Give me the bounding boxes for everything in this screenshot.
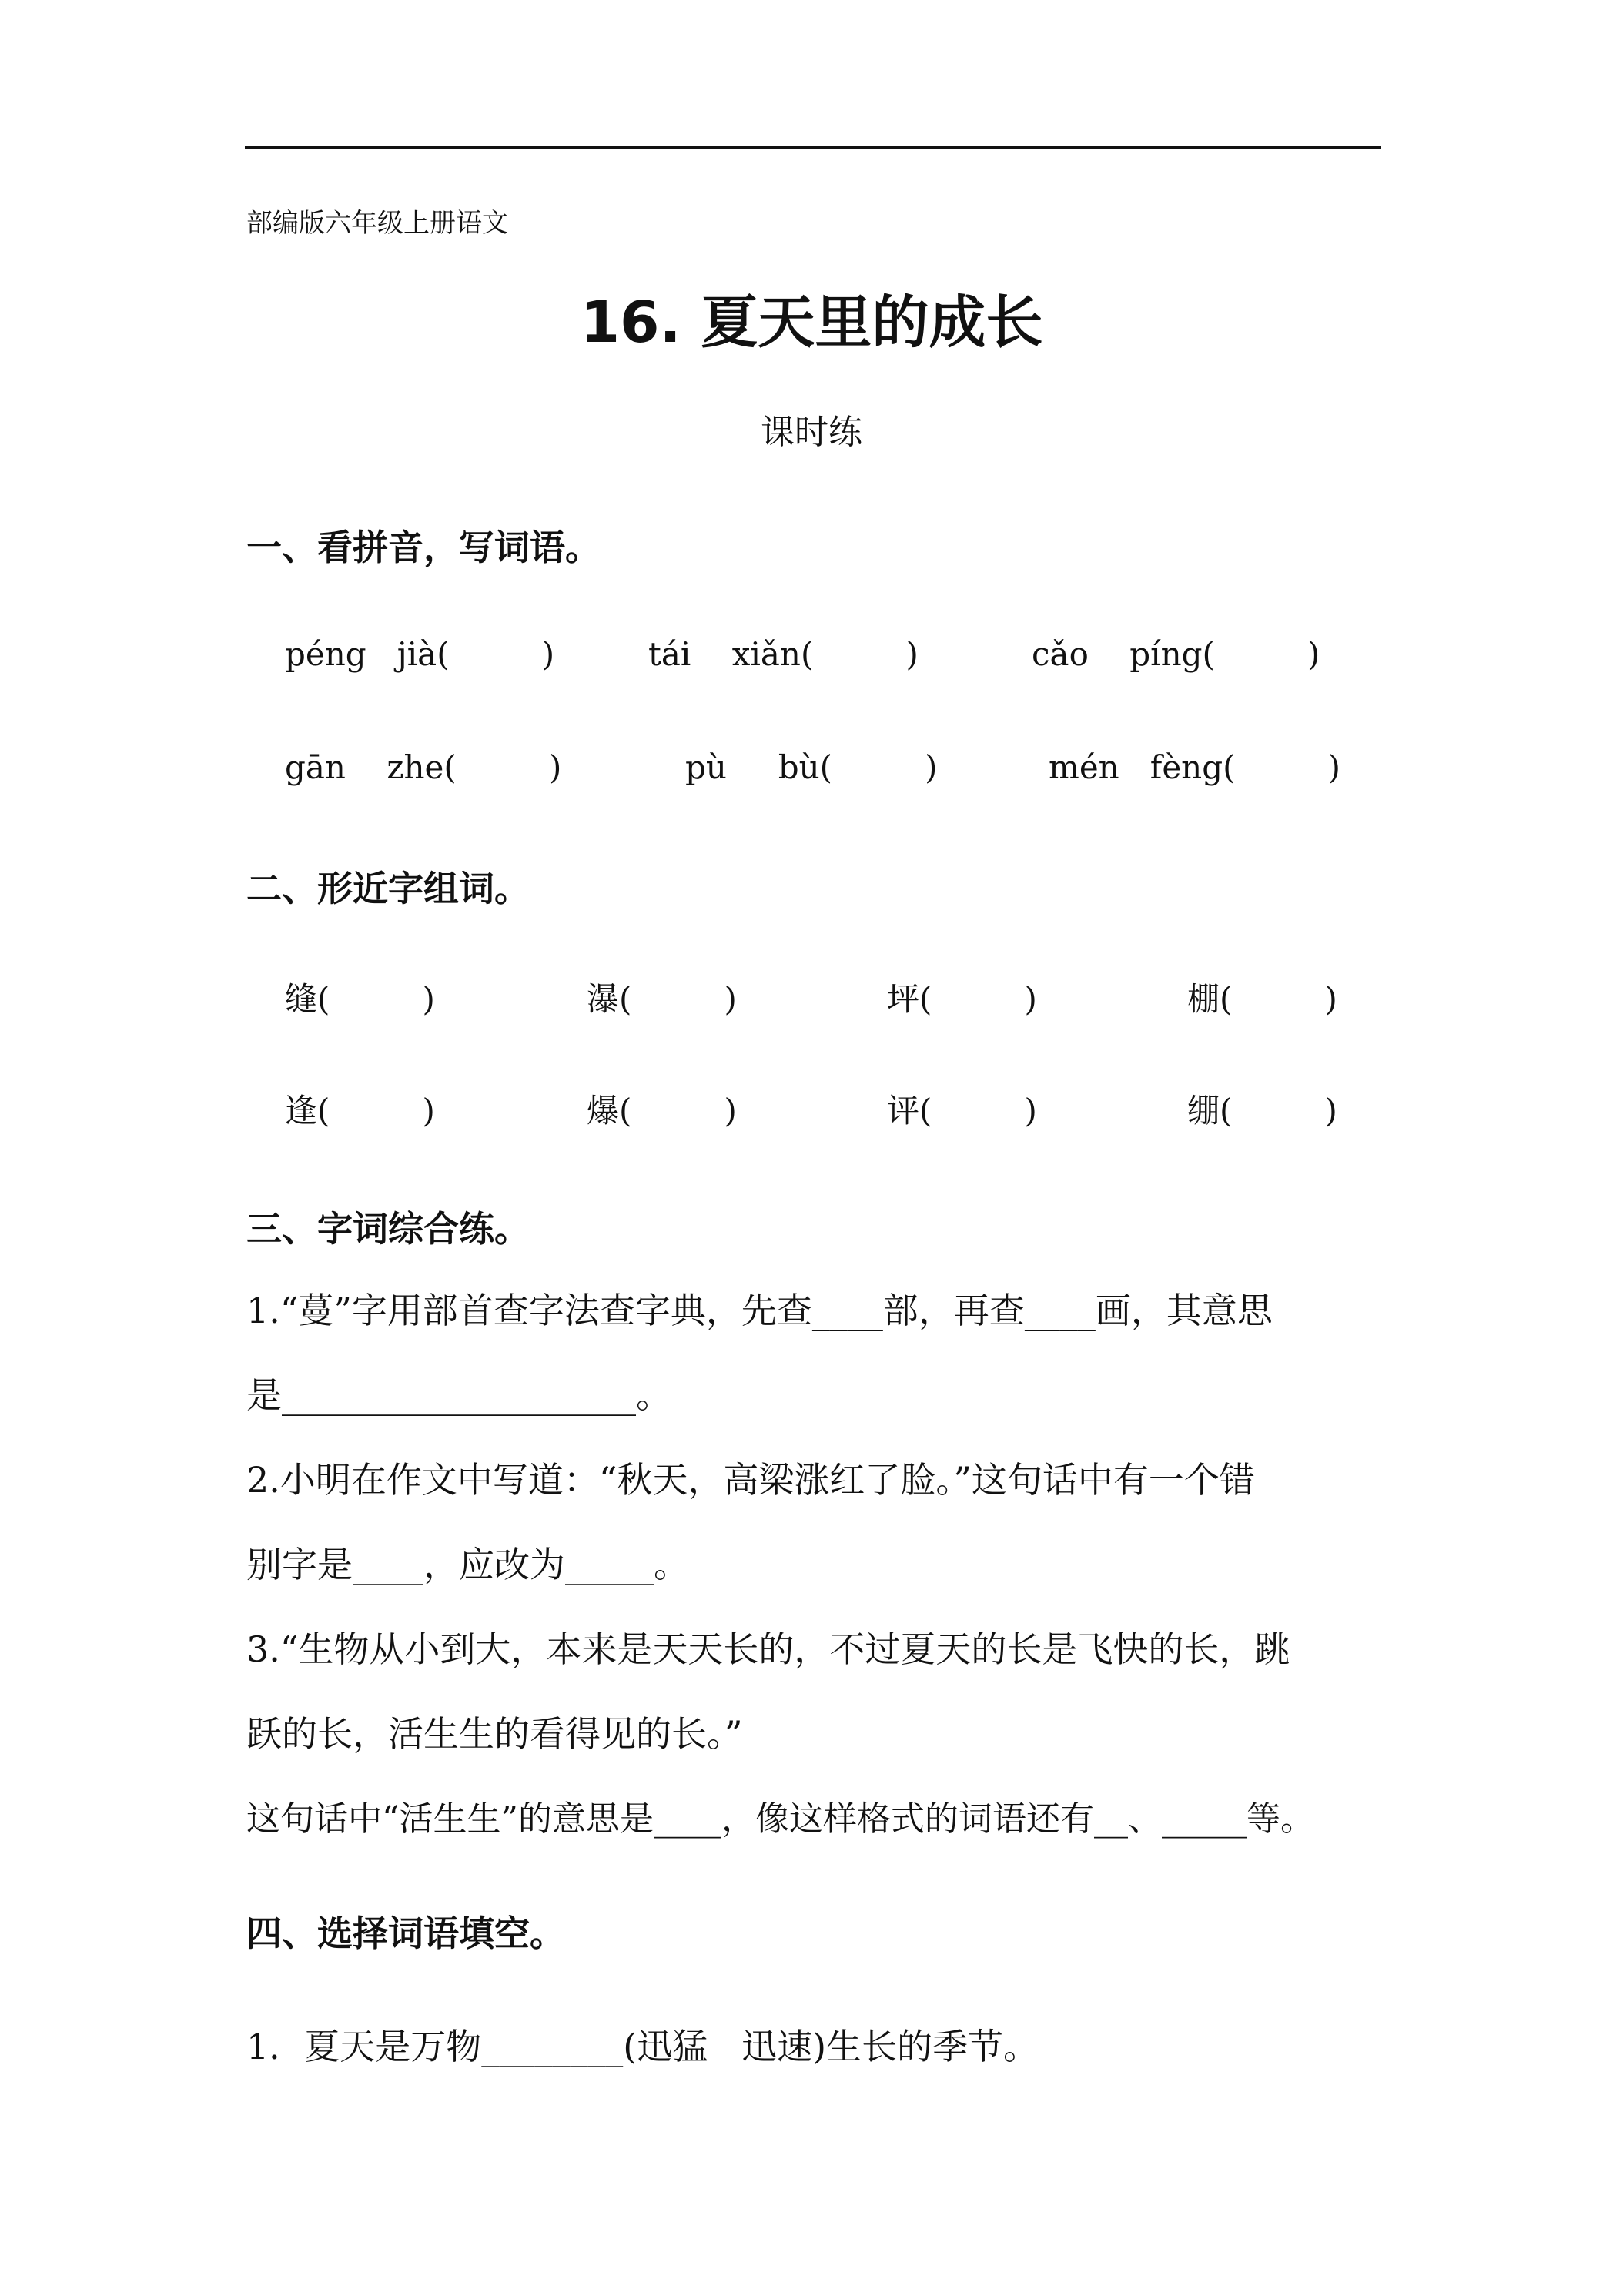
char-item: 棚( ): [1187, 980, 1337, 1018]
question-line: 1.“蔓”字用部首查字法查字典，先查____部，再查____画，其意思: [246, 1290, 1273, 1331]
doc-header: 部编版六年级上册语文: [246, 208, 508, 239]
char-item: 绷( ): [1187, 1092, 1337, 1130]
page-subtitle: 课时练: [761, 413, 862, 452]
pinyin-item: tái xiǎn( ): [648, 635, 919, 673]
pinyin-item: cǎo píng( ): [1032, 635, 1320, 673]
char-item: 评( ): [887, 1092, 1037, 1130]
question-line: 3.“生物从小到大，本来是天天长的，不过夏天的长是飞快的长，跳: [246, 1628, 1290, 1670]
page-title: 16. 夏天里的成长: [580, 290, 1043, 356]
pinyin-item: mén fèng( ): [1049, 748, 1341, 786]
top-rule: [245, 146, 1381, 149]
question-line: 1．夏天是万物________(迅猛 迅速)生长的季节。: [246, 2026, 1039, 2067]
pinyin-item: pù bù( ): [685, 748, 938, 786]
pinyin-item: péng jià( ): [285, 635, 555, 673]
char-item: 逢( ): [285, 1092, 435, 1130]
char-item: 爆( ): [587, 1092, 737, 1130]
question-line: 这句话中“活生生”的意思是____，像这样格式的词语还有__、_____等。: [246, 1799, 1314, 1839]
pinyin-item: gān zhe( ): [285, 748, 562, 786]
question-line: 是____________________。: [246, 1374, 671, 1416]
question-line: 2.小明在作文中写道：“秋天，高梁涨红了脸。”这句话中有一个错: [246, 1459, 1255, 1501]
section-heading-3: 三、字词综合练。: [246, 1208, 530, 1250]
section-heading-2: 二、形近字组词。: [246, 868, 530, 909]
char-item: 坪( ): [887, 980, 1037, 1018]
question-line: 别字是____，应改为_____。: [246, 1544, 689, 1585]
section-heading-4: 四、选择词语填空。: [246, 1913, 565, 1954]
char-item: 缝( ): [285, 980, 435, 1018]
char-item: 瀑( ): [587, 980, 737, 1018]
section-heading-1: 一、看拼音，写词语。: [246, 527, 601, 568]
question-line: 跃的长，活生生的看得见的长。”: [246, 1713, 743, 1755]
